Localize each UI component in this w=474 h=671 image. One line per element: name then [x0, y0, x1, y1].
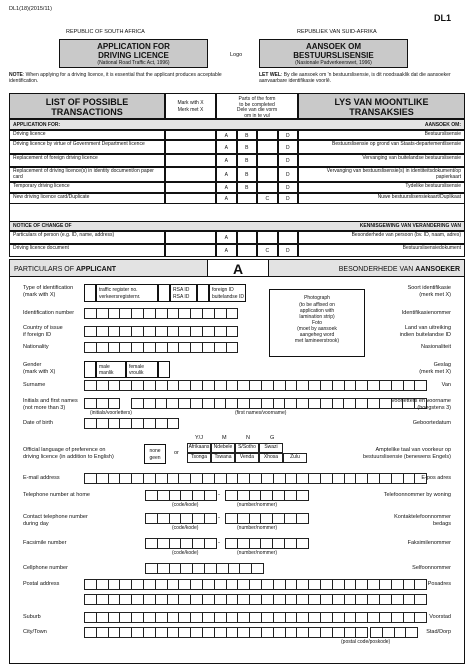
section-letter: A	[232, 261, 244, 277]
language-label-af2: bestuurslisensie (benewens Engels)	[362, 454, 451, 460]
part-d-letter: D	[285, 132, 290, 139]
act-en: (National Road Traffic Act, 1996)	[97, 60, 170, 66]
transaction-label-en	[9, 167, 165, 182]
fax-dash: -	[218, 540, 220, 546]
gender-mark-en: (mark with X)	[23, 369, 56, 375]
initials-label-en2: (not more than 3)	[23, 405, 66, 411]
character-cell[interactable]	[296, 513, 309, 524]
male-checkbox[interactable]	[84, 361, 96, 378]
heading-en-line1: LIST OF POSSIBLE	[45, 97, 129, 107]
part-c-cell	[257, 130, 278, 140]
postal-label-af: Posadres	[427, 581, 451, 587]
parts-header	[216, 93, 298, 119]
traffic-register-label-box	[96, 284, 158, 302]
transaction-text-af: Tydelike bestuurslisensie	[405, 183, 461, 189]
part-c-cell	[257, 140, 278, 154]
language-label-en: Official language of preference on	[23, 447, 106, 453]
part-a-cell	[216, 182, 237, 193]
let-wel-label: LET WEL	[259, 72, 281, 78]
part-d-letter: D	[285, 172, 290, 178]
part-d-cell	[278, 130, 299, 140]
photo-line6: (moet by aansoek	[297, 326, 337, 332]
lang-abbr-n: N	[246, 435, 250, 441]
part-a-cell	[216, 231, 237, 244]
part-b-letter: B	[245, 185, 249, 191]
language-option[interactable]: Xhosa	[259, 453, 283, 463]
photo-line8: met lamineerstrook)	[294, 338, 340, 344]
language-label-en2: driving licence (in addition to English)	[23, 454, 114, 460]
character-cell[interactable]	[414, 579, 427, 590]
part-a-cell	[216, 130, 237, 140]
part-a-letter: A	[224, 172, 228, 178]
part-d-letter: D	[285, 248, 290, 254]
transaction-mark-cell[interactable]	[165, 193, 216, 204]
transaction-text-af: Nuwe bestuurslisensiekaart/Duplikaat	[377, 194, 461, 200]
transactions-heading-en	[9, 93, 165, 119]
dob-label-af: Geboortedatum	[412, 420, 451, 426]
transaction-text-af: Vervanging van buitelandse bestuurslisensie	[362, 155, 461, 161]
part-b-letter: B	[245, 158, 249, 164]
photo-line3: application with	[299, 308, 335, 314]
transaction-label-af	[298, 244, 465, 257]
transaction-label-af	[298, 154, 465, 167]
female-en: female	[129, 364, 145, 370]
logo-placeholder: Logo	[230, 52, 243, 58]
applicant-heading-en	[14, 266, 116, 273]
language-option[interactable]: Afrikaans	[187, 443, 211, 453]
part-b-letter: B	[245, 172, 249, 178]
part-d-cell	[278, 154, 299, 167]
cell-label-af: Selfoonnommer	[412, 565, 451, 571]
suburb-label-af: Voorstad	[429, 614, 451, 620]
mark-with-x-header	[165, 93, 216, 119]
mark-en: Mark with X	[177, 100, 204, 106]
female-af: vroulik	[129, 370, 144, 376]
fax-code-sub: (code/kode)	[172, 550, 199, 556]
note-af	[259, 72, 469, 85]
language-label-af: Amptelike taal van voorkeur op	[375, 447, 451, 453]
part-b-cell	[237, 193, 258, 204]
part-a-cell	[216, 167, 237, 182]
applicant-heading-en-bold: APPLICANT	[75, 266, 117, 273]
initials-label-af: Voorletters en voorname	[391, 398, 451, 404]
language-option[interactable]: Swazi	[259, 443, 283, 453]
part-b-cell	[237, 231, 258, 244]
photo-line2: (to be affixed on	[299, 302, 335, 308]
rsa-id-af: RSA ID	[173, 294, 190, 300]
part-d-letter: D	[285, 185, 290, 191]
transaction-mark-cell[interactable]	[165, 130, 216, 140]
part-c-cell	[257, 182, 278, 193]
character-cell[interactable]	[251, 563, 264, 574]
nationality-label-en: Nationality	[23, 344, 49, 350]
tel-home-label-en: Telephone number at home	[23, 492, 90, 498]
applicant-heading-en-text: PARTICULARS OF	[14, 266, 76, 273]
photo-line7: aangeheg word	[299, 332, 335, 338]
part-c-cell	[257, 244, 278, 257]
note-text: : When applying for a driving licence, it is essential that the applicant produces acceptable identification.	[9, 72, 222, 85]
part-b-cell	[237, 244, 258, 257]
transaction-text-en: Temporary driving licence	[13, 183, 70, 189]
part-d-cell	[278, 182, 299, 193]
tel-home-dash: -	[218, 492, 220, 498]
part-c-cell	[257, 193, 278, 204]
transaction-mark-cell[interactable]	[165, 231, 216, 244]
transaction-text-en: Driving licence document	[13, 245, 69, 251]
character-cell[interactable]	[108, 398, 121, 409]
country-label-af2: indien buitelandse ID	[399, 332, 451, 338]
transaction-mark-cell[interactable]	[165, 140, 216, 154]
foreign-id-en: foreign ID	[212, 287, 234, 293]
part-b-letter: B	[245, 132, 249, 139]
postal-label-en: Postal address	[23, 581, 60, 587]
surname-label-af: Van	[441, 382, 451, 388]
rsa-id-label-box	[170, 284, 197, 302]
rsa-en: REPUBLIC OF SOUTH AFRICA	[66, 29, 145, 35]
character-cell[interactable]	[414, 594, 427, 605]
male-af: manlik	[99, 370, 114, 376]
photo-line1: Photograph	[304, 295, 330, 301]
character-cell[interactable]	[167, 418, 180, 429]
male-label-box	[96, 361, 126, 378]
gender-mark-af: (merk met X)	[419, 369, 451, 375]
part-d-cell	[278, 244, 299, 257]
lang-abbr-g: G	[270, 435, 275, 441]
transaction-label-en	[9, 140, 165, 154]
transactions-heading-af	[298, 93, 465, 119]
part-a-cell	[216, 244, 237, 257]
transaction-text-en: Replacement of foreign driving licence	[13, 155, 98, 161]
character-cell[interactable]	[414, 380, 427, 391]
part-d-letter: D	[285, 196, 290, 202]
male-en: male	[99, 364, 110, 370]
part-a-cell	[216, 140, 237, 154]
transaction-text-en: New driving licence card/Duplicate	[13, 194, 90, 200]
part-b-cell	[237, 130, 258, 140]
transaction-text-en: Driving licence	[13, 131, 46, 137]
contact-label-af: Kontaktelefoonnommer	[394, 514, 451, 520]
transaction-text-af: Vervanging van bestuurslisensie(s) in identiteitsdokument/op papierkaart	[326, 168, 461, 180]
heading-af-line1: LYS VAN MOONTLIKE	[334, 97, 429, 107]
part-c-cell	[257, 154, 278, 167]
rsa-id-checkbox[interactable]	[158, 284, 170, 302]
traffic-register-checkbox[interactable]	[84, 284, 96, 302]
tel-home-number-sub: (number/nommer)	[237, 502, 278, 508]
part-d-cell	[278, 231, 299, 244]
fax-label-af: Faksimilenommer	[407, 540, 451, 546]
email-label-af: E-pos adres	[421, 475, 451, 481]
title-en-line1: APPLICATION FOR	[97, 42, 170, 51]
part-a-letter: A	[224, 248, 228, 254]
type-id-label-af: Soort identifikasie	[407, 285, 451, 291]
transaction-mark-cell[interactable]	[165, 182, 216, 193]
part-c-cell	[257, 167, 278, 182]
traffic-register-en: traffic register no.	[99, 287, 138, 293]
cell-label-en: Cellphone number	[23, 565, 68, 571]
transaction-text-af: Bestuurslisensiedokument	[402, 245, 461, 251]
application-for-label: APPLICATION FOR:	[13, 122, 61, 128]
transaction-mark-cell[interactable]	[165, 167, 216, 182]
foreign-id-af: buitelandse ID	[212, 294, 244, 300]
female-label-box	[126, 361, 158, 378]
transaction-label-en	[9, 231, 165, 244]
lang-abbr-m: M	[222, 435, 227, 441]
character-cell[interactable]	[355, 627, 368, 638]
transaction-text-en: Particulars of person (e.g. ID, name, address)	[13, 232, 115, 238]
part-c-letter: C	[265, 248, 270, 254]
gender-label-af: Geslag	[433, 362, 451, 368]
lang-none-af: geen	[149, 455, 161, 461]
language-option[interactable]: Zulu	[283, 453, 307, 463]
part-b-cell	[237, 154, 258, 167]
character-cell[interactable]	[226, 308, 239, 319]
language-option[interactable]: Venda	[235, 453, 259, 463]
part-c-cell	[257, 231, 278, 244]
part-d-cell	[278, 193, 299, 204]
traffic-register-af: verkeersregisternr.	[99, 294, 141, 300]
photo-box[interactable]	[269, 289, 365, 357]
id-number-label-af: Identifikasienommer	[401, 310, 451, 316]
part-d-letter: D	[285, 144, 290, 151]
transaction-text-af: Bestuurslisensie op grond van Staats-departementlisensie	[332, 141, 461, 147]
character-cell[interactable]	[226, 326, 239, 337]
form-id-dl1: DL1	[434, 13, 452, 23]
transaction-label-af	[298, 193, 465, 204]
lang-none-box[interactable]	[144, 444, 166, 464]
transaction-text-af: Bestuurslisensie	[424, 131, 461, 137]
foreign-id-label-box	[209, 284, 246, 302]
initials-label-en: Initials and first names	[23, 398, 78, 404]
part-a-letter: A	[224, 144, 228, 151]
transaction-label-en	[9, 154, 165, 167]
suburb-label-en: Suburb	[23, 614, 41, 620]
mark-af: Merk met X	[177, 107, 204, 113]
fax-label-en: Facsimile number	[23, 540, 67, 546]
female-checkbox[interactable]	[158, 361, 170, 378]
type-id-label-en: Type of identification	[23, 285, 74, 291]
let-wel-text: : By die aansoek om 'n bestuurslisensie, is dit noodsaaklik dat die aansoeker aanvaarbare identifikasie voorlê.	[259, 72, 451, 85]
city-label-en: City/Town	[23, 629, 47, 635]
notice-en-label: NOTICE OF CHANGE OF	[13, 223, 72, 229]
title-en-box	[59, 39, 208, 68]
country-label-en: Country of issue	[23, 325, 63, 331]
title-af-line1: AANSOEK OM	[305, 42, 362, 51]
type-id-mark-en: (mark with X)	[23, 292, 56, 298]
character-cell[interactable]	[204, 490, 217, 501]
transaction-mark-cell[interactable]	[165, 154, 216, 167]
nationality-label-af: Nasionaliteit	[421, 344, 451, 350]
form-code: DL1(18)(2015/11)	[9, 6, 53, 12]
transaction-label-en	[9, 193, 165, 204]
transaction-label-af	[298, 167, 465, 182]
language-option[interactable]: Tsonga	[187, 453, 211, 463]
act-af: (Nasionale Padverkeerswet, 1996)	[295, 60, 372, 66]
photo-line4: lamination strip)	[299, 314, 335, 320]
part-a-letter: A	[224, 185, 228, 191]
parts-3: Dele van die vorm	[236, 107, 278, 113]
postal-code-sub: (postal code/poskode)	[341, 639, 391, 645]
country-label-en2: if foreign ID	[23, 332, 52, 338]
part-b-cell	[237, 140, 258, 154]
section-letter-box	[207, 259, 269, 277]
rsa-af: REPUBLIEK VAN SUID-AFRIKA	[297, 29, 377, 35]
aansoek-om-label: AANSOEK OM:	[424, 122, 461, 128]
parts-2: to be completed	[239, 102, 275, 108]
tel-home-code-sub: (code/kode)	[172, 502, 199, 508]
transaction-text-af: Besonderhede van persoon (bv. ID, naam, adres)	[351, 232, 461, 238]
notice-row	[9, 221, 465, 231]
country-label-af: Land van uitreiking	[404, 325, 451, 331]
transaction-text-en: Driving licence by virtue of Government Department licence	[13, 141, 145, 147]
rsa-id-en: RSA ID	[173, 287, 190, 293]
initials-label-af2: (hoogstens 3)	[417, 405, 451, 411]
part-a-cell	[216, 154, 237, 167]
part-b-cell	[237, 182, 258, 193]
character-cell[interactable]	[414, 612, 427, 623]
parts-4: om in te vul	[244, 113, 270, 119]
part-b-cell	[237, 167, 258, 182]
character-cell[interactable]	[405, 627, 418, 638]
transaction-label-en	[9, 182, 165, 193]
character-cell[interactable]	[226, 342, 239, 353]
applicant-heading-af	[339, 266, 460, 273]
tel-home-label-af: Telefoonnommer by woning	[383, 492, 451, 498]
dob-label-en: Date of birth	[23, 420, 53, 426]
first-names-sublabel: (first names/voorname)	[235, 410, 287, 416]
part-a-letter: A	[224, 196, 228, 202]
initials-sublabel: (initials/voorletters)	[90, 410, 132, 416]
title-af-line2: BESTUURSLISENSIE	[293, 51, 374, 60]
character-cell[interactable]	[204, 538, 217, 549]
transaction-label-af	[298, 140, 465, 154]
notice-af-label: KENNISGEWING VAN VERANDERING VAN	[359, 223, 461, 229]
contact-label-af2: bedags	[432, 521, 451, 527]
applicant-heading-af-bold: AANSOEKER	[415, 266, 460, 273]
contact-dash: -	[218, 515, 220, 521]
language-option[interactable]: S/Sotho	[235, 443, 259, 453]
part-a-letter: A	[224, 235, 228, 241]
title-en-line2: DRIVING LICENCE	[98, 51, 169, 60]
part-c-letter: C	[265, 196, 270, 202]
applicant-heading-af-text: BESONDERHEDE VAN	[338, 266, 416, 273]
language-option[interactable]: Tswana	[211, 453, 235, 463]
part-a-cell	[216, 193, 237, 204]
application-for-row	[9, 119, 465, 130]
lang-none-en: none	[149, 448, 161, 454]
contact-number-sub: (number/nommer)	[237, 525, 278, 531]
transaction-label-en	[9, 130, 165, 140]
language-option[interactable]: Ndebele	[211, 443, 235, 453]
contact-label-en: Contact telephone number	[23, 514, 88, 520]
foreign-id-checkbox[interactable]	[197, 284, 209, 302]
part-a-letter: A	[224, 132, 228, 139]
note-en	[9, 72, 229, 85]
email-label-en: E-mail address	[23, 475, 60, 481]
city-label-af: Stad/Dorp	[426, 629, 451, 635]
lang-abbr-yj: Y/J	[195, 435, 203, 441]
transaction-label-af	[298, 182, 465, 193]
transaction-label-af	[298, 231, 465, 244]
contact-code-sub: (code/kode)	[172, 525, 199, 531]
heading-en-line2: TRANSACTIONS	[51, 107, 123, 117]
transaction-label-af	[298, 130, 465, 140]
transaction-label-en	[9, 244, 165, 257]
gender-label-en: Gender	[23, 362, 42, 368]
part-a-letter: A	[224, 158, 228, 164]
lang-or: or	[174, 450, 179, 456]
contact-label-en2: during day	[23, 521, 49, 527]
part-d-cell	[278, 167, 299, 182]
title-af-box	[259, 39, 408, 68]
part-d-letter: D	[285, 158, 290, 164]
surname-label-en: Surname	[23, 382, 46, 388]
note-label: NOTE	[9, 72, 23, 78]
id-number-label-en: Identification number	[23, 310, 75, 316]
heading-af-line2: TRANSAKSIES	[349, 107, 414, 117]
photo-line5: Foto	[311, 320, 322, 326]
character-cell[interactable]	[296, 490, 309, 501]
parts-1: Parts of the form	[238, 96, 276, 102]
type-id-mark-af: (merk met X)	[419, 292, 451, 298]
part-b-letter: B	[245, 144, 249, 151]
character-cell[interactable]	[296, 538, 309, 549]
character-cell[interactable]	[204, 513, 217, 524]
part-d-cell	[278, 140, 299, 154]
transaction-mark-cell[interactable]	[165, 244, 216, 257]
fax-number-sub: (number/nommer)	[237, 550, 278, 556]
transaction-text-en: Replacement of driving licence(s) in identity document/on paper card	[13, 168, 154, 180]
